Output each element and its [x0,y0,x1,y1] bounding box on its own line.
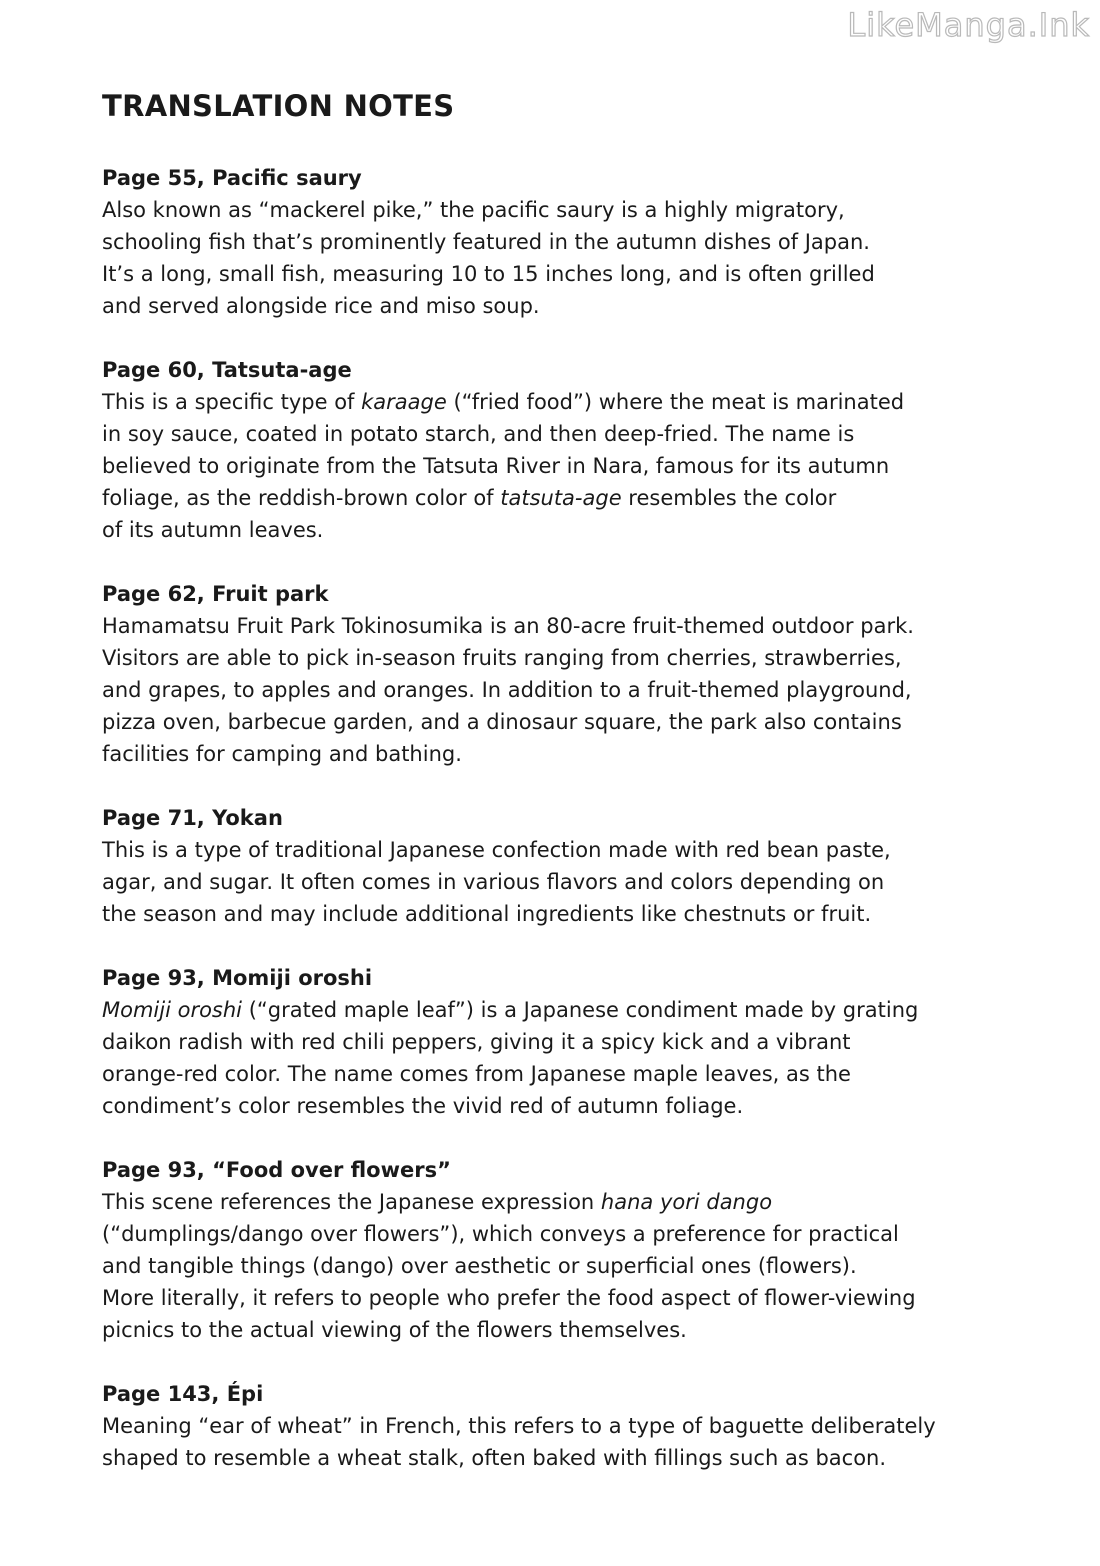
note-body-line: the season and may include additional ingredients like chestnuts or fruit. [102,902,872,926]
note-item [102,162,1032,322]
page-title: TRANSLATION NOTES [102,89,455,123]
translation-notes-page [102,86,1032,1506]
note-body-line: agar, and sugar. It often comes in various flavors and colors depending on [102,870,885,894]
note-body-text: resembles the color of its autumn leaves. [102,486,837,542]
note-heading: Page 60, Tatsuta-age [102,358,352,382]
note-item [102,578,1032,770]
note-heading: Page 55, Pacific saury [102,166,362,190]
note-body-line: This is a type of traditional Japanese confection made with red bean paste, [102,838,891,862]
note-heading: Page 93, Momiji oroshi [102,966,373,990]
note-body-italic-term: Momiji oroshi [102,998,243,1022]
note-body [102,1186,1032,1346]
note-body-text: This scene references the Japanese expression [102,1190,601,1214]
note-body [102,1410,1032,1474]
note-body [102,994,1032,1122]
note-body-line: and served alongside rice and miso soup. [102,294,540,318]
note-body-italic-term: tatsuta-age [500,486,622,510]
note-body-text: This is a specific type of [102,390,362,414]
note-body-italic-term: hana yori dango [600,1190,773,1214]
note-body-line: and grapes, to apples and oranges. In addition to a fruit-themed playground, [102,678,912,702]
note-body-line: facilities for camping and bathing. [102,742,462,766]
note-body [102,386,1032,546]
note-body-text: (“grated maple leaf”) is a Japanese condiment made by grating daikon radish with red chili peppers, giving it a spicy kick and a vibrant orange-red color. The name comes from Japanese maple leaves, as the condiment’s color resembles the vivid red of autumn foliage. [102,998,919,1118]
note-heading: Page 62, Fruit park [102,582,329,606]
note-body-line: pizza oven, barbecue garden, and a dinosaur square, the park also contains [102,710,902,734]
note-item [102,1378,1032,1474]
note-body [102,834,1032,930]
note-body-line: Hamamatsu Fruit Park Tokinosumika is an 80-acre fruit-themed outdoor park. [102,614,914,638]
note-body-text: (“fried food”) where the meat is marinated in soy sauce, coated in potato starch, and then deep-fried. The name is believed to originate from the Tatsuta River in Nara, famous for its autumn foliage, as the reddish-brown color of [102,390,905,510]
watermark: LikeManga.Ink [847,6,1090,44]
note-body-line: Also known as “mackerel pike,” the pacific saury is a highly migratory, [102,198,845,222]
note-body-line: It’s a long, small fish, measuring 10 to 15 inches long, and is often grilled [102,262,875,286]
note-heading: Page 71, Yokan [102,806,283,830]
note-heading: Page 93, “Food over flowers” [102,1158,451,1182]
note-heading: Page 143, Épi [102,1382,264,1406]
note-body-line: Meaning “ear of wheat” in French, this refers to a type of baguette deliberately [102,1414,936,1438]
note-body-line: schooling fish that’s prominently featured in the autumn dishes of Japan. [102,230,870,254]
notes-list [102,162,1032,1474]
note-item [102,962,1032,1122]
note-body-line: Visitors are able to pick in-season fruits ranging from cherries, strawberries, [102,646,902,670]
note-body-italic-term: karaage [361,390,447,414]
note-body-line: shaped to resemble a wheat stalk, often baked with fillings such as bacon. [102,1446,887,1470]
note-body [102,194,1032,322]
note-body-text: (“dumplings/dango over flowers”), which conveys a preference for practical and tangible things (dango) over aesthetic or superficial ones (flowers). More literally, it refers to people who prefer the food aspect of flower-viewing picnics to the actual viewing of the flowers themselves. [102,1222,916,1342]
note-item [102,1154,1032,1346]
note-item [102,354,1032,546]
note-body [102,610,1032,770]
note-item [102,802,1032,930]
